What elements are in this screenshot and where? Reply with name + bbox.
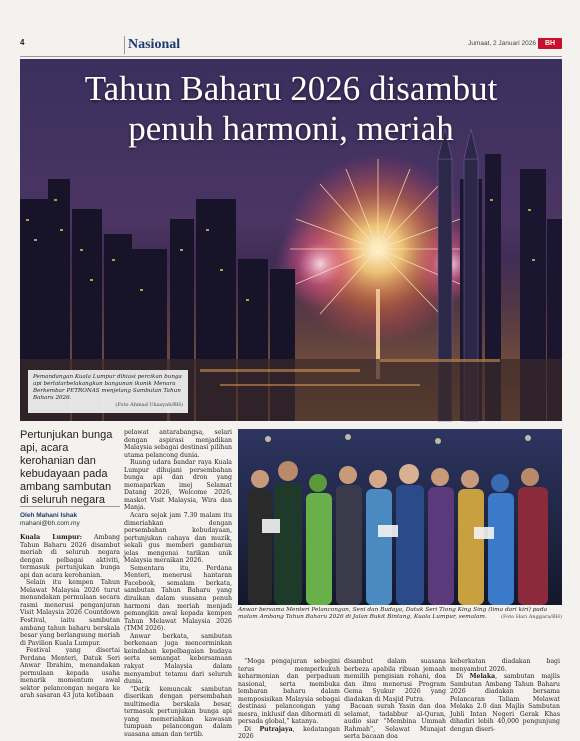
bh-logo: BH — [538, 38, 562, 49]
col3-paragraph-1: “Moga pengajuran sebegini terus memperkukuh keharmonian dan perpaduan nasional, serta membuka lembaran baharu dalam memposisikan Malaysia sebagai destinasi pelancongan yang mesra, inklusif dan dihormati di persada global,” katanya. — [238, 658, 340, 726]
place-putrajaya: Putrajaya — [259, 725, 293, 733]
col2-paragraph-3: Acara sejak jam 7.30 malam itu dimeriahkan dengan persembahan kebudayaan, pertunjukan cahaya dan muzik, sekali gus memberi gambaran jelas mengenai tarikan unik Malaysia meraikan 2026. — [124, 512, 232, 565]
col4-paragraph-2: Bacaan surah Yasin dan doa selamat, tadabbur al-Quran, audio siar “Membina Ummah Rahmah”, Selawat Munajat serta bacaan doa — [344, 703, 446, 741]
header-rule — [20, 56, 562, 57]
page-number: 4 — [20, 38, 25, 47]
ceremony-photo-credit: (Foto Hari Anggara/BH) — [501, 614, 562, 620]
byline — [20, 512, 120, 528]
article-column-2 — [124, 429, 232, 738]
hero-caption-text: Pemandangan Kuala Lumpur dihiasi percikan bunga api berlatarbelakangkan bangunan ikonik Menara Berkembar PETRONAS menjelang Sambutan Tahun Baharu 2026. — [33, 374, 182, 401]
col1-paragraph-2: Selain itu kempen Tahun Melawat Malaysia 2026 turut menandakan permulaan secara rasmi menerusi penganjuran Visit Malaysia 2026 Countdown Festival, iaitu sambutan ambang tahun baharu berskala besar yang berlangsung meriah di Pavilion Kuala Lumpur. — [20, 579, 120, 647]
issue-date: Jumaat, 2 Januari 2026 — [468, 40, 536, 47]
col1-paragraph-3: Festival yang disertai Perdana Menteri, Datuk Seri Anwar Ibrahim, menandakan permulaan kepada usaha menarik momentum awal sektor pelancongan negara ke arah sasaran 43 juta ketibaan — [20, 647, 120, 700]
page-header — [20, 36, 562, 56]
col2-paragraph-1: pelawat antarabangsa, selari dengan aspirasi menjadikan Malaysia sebagai destinasi pilihan utama pelancong dunia. — [124, 429, 232, 459]
headline-line-1: Tahun Baharu 2026 disambut — [84, 69, 498, 108]
col4-paragraph-1: disambut dalam suasana berbeza apabila ribuan jemaah memilih pengisian rohani, doa dan ilmu menerusi Program Gema Syukur 2026 yang diadakan di Masjid Putra. — [344, 658, 446, 703]
col5-paragraph-1: keberkatan diadakan bagi menyambut 2026. — [450, 658, 560, 673]
article-column-4 — [344, 658, 446, 741]
header-divider — [124, 36, 125, 54]
col5-paragraph-2: Di Melaka, sambutan majlis Sambutan Ambang Tahun Baharu 2026 diadakan bersama Pelancaran Taliam Melawat Melaka 2.0 dan Majlis Sambutan Jubli Intan Negeri Gerak Khas dihadiri lebih 40,000 pengunjung dengan diseri- — [450, 673, 560, 733]
ceremony-illustration — [238, 429, 562, 605]
headline — [20, 69, 562, 149]
hero-photo — [20, 59, 562, 421]
article-column-1 — [20, 534, 120, 700]
article-column-3 — [238, 658, 340, 741]
ceremony-photo — [238, 429, 562, 605]
col1-paragraph-1: Kuala Lumpur: Ambang Tahun Baharu 2026 disambut meriah di seluruh negara dengan pelbagai aktiviti, termasuk pertunjukan bunga api dan acara kerohanian. — [20, 534, 120, 579]
dateline: Kuala Lumpur: — [20, 534, 83, 541]
lede-rule — [20, 506, 120, 507]
headline-line-2: penuh harmoni, meriah — [128, 109, 454, 148]
place-melaka: Melaka — [469, 673, 496, 681]
lede-summary: Pertunjukan bunga api, acara kerohanian dan kebudayaan pada ambang sambutan di seluruh negara — [20, 429, 113, 506]
col2-paragraph-5: Anwar berkata, sambutan berkenaan juga mencerminkan keindahan kepelbagaian budaya serta semangat kebersamaan rakyat Malaysia dalam menyambut tetamu dari seluruh dunia. — [124, 632, 232, 686]
hero-photo-credit: (Foto Ahmad Ukasyah/BH) — [115, 402, 183, 408]
col2-paragraph-6: “Detik kemuncak sambutan diserikan dengan persembahan multimedia berskala besar, termasuk pertunjukan bunga api yang memeriahkan kawasan tumpuan pelancongan dalam suasana aman dan tertib. — [124, 685, 232, 738]
hero-caption — [28, 370, 188, 413]
col2-paragraph-2: Ruang udara bandar raya Kuala Lumpur dihujani persembahan bunga api dan dron yang memaparkan imej Selamat Datang 2026, Welcome 2026, maskot Visit Malaysia, Wira dan Manja. — [124, 459, 232, 512]
section-title: Nasional — [128, 37, 181, 52]
col2-paragraph-4: Sementara itu, Perdana Menteri, menerusi hantaran Facebook, semalam berkata, sambutan Tahun Baharu yang diraikan dalam suasana penuh harmoni dan meriah menjadi pemangkin awal kepada kempen Tahun Melawat Malaysia 2026 (TMM 2026). — [124, 564, 232, 633]
ceremony-caption-text: Anwar bersama Menteri Pelancongan, Seni dan Budaya, Datuk Seri Tiong King Sing (lima dari kiri) pada malam Ambang Tahun Baharu 2026 di Jalan Bukit Bintang, Kuala Lumpur, semalam. — [238, 607, 548, 620]
col3-paragraph-2: Di Putrajaya, kedatangan 2026 — [238, 725, 340, 741]
article-column-5 — [450, 658, 560, 733]
byline-author: Oleh Mahani Ishak — [20, 512, 78, 519]
byline-email: mahani@bh.com.my — [20, 520, 80, 527]
ceremony-caption — [238, 607, 562, 621]
